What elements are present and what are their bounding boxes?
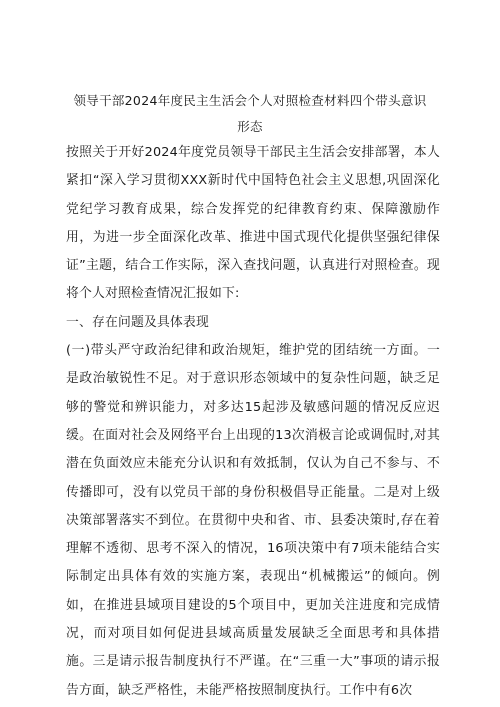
intro-paragraph: 按照关于开好2024年度党员领导干部民主生活会安排部署，本人紧扣“深入学习贯彻XXX新时代中国特色社会主义思想,巩固深化党纪学习教育成果，综合发挥党的纪律教育约束、保障激励作用，为进一步全面深化改革、推进中国式现代化提供坚强纪律保证”主题，结合工作实际，深入查找问题，认真进行对照检查。现将个人对照检查情况汇报如下: [66, 145, 440, 302]
body-paragraph: (一)带头严守政治纪律和政治规矩，维护党的团结统一方面。一是政治敏锐性不足。对于意识形态领域中的复杂性问题，缺乏足够的警觉和辨识能力，对多达15起涉及敏感问题的情况反应迟缓。在面对社会及网络平台上出现的13次消极言论或调侃时,对其潜在负面效应未能充分认识和有效抵制，仅认为自己不参与、不传播即可，没有以党员干部的身份积极倡导正能量。二是对上级决策部署落实不到位。在贯彻中央和省、市、县委决策时,存在着理解不透彻、思考不深入的情况，16项决策中有7项未能结合实际制定出具体有效的实施方案，表现出“机械搬运”的倾向。例如，在推进县域项目建设的5个项目中，更加关注进度和完成情况，而对项目如何促进县域高质量发展缺乏全面思考和具体措施。三是请示报告制度执行不严谨。在“三重一大”事项的请示报告方面，缺乏严格性，未能严格按照制度执行。工作中有6次 [66, 343, 440, 698]
document-body [66, 139, 440, 705]
document-title-line-1: 领导干部2024年度民主生活会个人对照检查材料四个带头意识 [73, 93, 427, 108]
document-title-line-2: 形态 [237, 119, 263, 134]
section-heading: 一、存在问题及具体表现 [66, 314, 209, 330]
